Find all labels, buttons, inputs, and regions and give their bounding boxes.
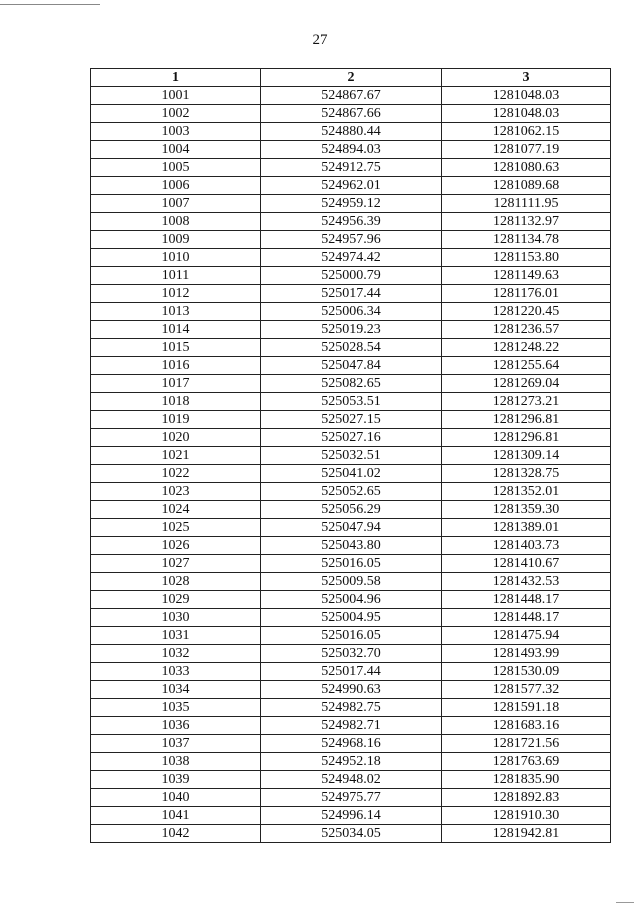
point-number-cell: 1036: [91, 717, 261, 735]
point-number-cell: 1016: [91, 357, 261, 375]
header-row: [91, 69, 611, 87]
header-col-3: 3: [442, 69, 611, 87]
y-coordinate-cell: 1281328.75: [442, 465, 611, 483]
y-coordinate-cell: 1281493.99: [442, 645, 611, 663]
table-row: [91, 213, 611, 231]
x-coordinate-cell: 524952.18: [261, 753, 442, 771]
x-coordinate-cell: 525016.05: [261, 627, 442, 645]
table-row: [91, 267, 611, 285]
point-number-cell: 1007: [91, 195, 261, 213]
x-coordinate-cell: 525047.84: [261, 357, 442, 375]
point-number-cell: 1029: [91, 591, 261, 609]
y-coordinate-cell: 1281111.95: [442, 195, 611, 213]
header-col-1: 1: [91, 69, 261, 87]
point-number-cell: 1004: [91, 141, 261, 159]
x-coordinate-cell: 525027.16: [261, 429, 442, 447]
point-number-cell: 1018: [91, 393, 261, 411]
y-coordinate-cell: 1281359.30: [442, 501, 611, 519]
x-coordinate-cell: 525019.23: [261, 321, 442, 339]
x-coordinate-cell: 525016.05: [261, 555, 442, 573]
x-coordinate-cell: 525027.15: [261, 411, 442, 429]
x-coordinate-cell: 524982.75: [261, 699, 442, 717]
y-coordinate-cell: 1281149.63: [442, 267, 611, 285]
y-coordinate-cell: 1281062.15: [442, 123, 611, 141]
y-coordinate-cell: 1281352.01: [442, 483, 611, 501]
point-number-cell: 1031: [91, 627, 261, 645]
x-coordinate-cell: 525017.44: [261, 285, 442, 303]
x-coordinate-cell: 525009.58: [261, 573, 442, 591]
x-coordinate-cell: 525006.34: [261, 303, 442, 321]
header-col-2: 2: [261, 69, 442, 87]
y-coordinate-cell: 1281269.04: [442, 375, 611, 393]
table-row: [91, 249, 611, 267]
point-number-cell: 1038: [91, 753, 261, 771]
table-row: [91, 609, 611, 627]
x-coordinate-cell: 524867.66: [261, 105, 442, 123]
x-coordinate-cell: 525043.80: [261, 537, 442, 555]
y-coordinate-cell: 1281309.14: [442, 447, 611, 465]
y-coordinate-cell: 1281763.69: [442, 753, 611, 771]
x-coordinate-cell: 525032.70: [261, 645, 442, 663]
table-row: [91, 501, 611, 519]
y-coordinate-cell: 1281577.32: [442, 681, 611, 699]
y-coordinate-cell: 1281892.83: [442, 789, 611, 807]
x-coordinate-cell: 525000.79: [261, 267, 442, 285]
table-row: [91, 627, 611, 645]
table-row: [91, 303, 611, 321]
x-coordinate-cell: 524948.02: [261, 771, 442, 789]
point-number-cell: 1006: [91, 177, 261, 195]
table-row: [91, 771, 611, 789]
x-coordinate-cell: 525028.54: [261, 339, 442, 357]
point-number-cell: 1034: [91, 681, 261, 699]
y-coordinate-cell: 1281134.78: [442, 231, 611, 249]
table-row: [91, 465, 611, 483]
point-number-cell: 1037: [91, 735, 261, 753]
x-coordinate-cell: 524990.63: [261, 681, 442, 699]
y-coordinate-cell: 1281296.81: [442, 429, 611, 447]
point-number-cell: 1023: [91, 483, 261, 501]
point-number-cell: 1012: [91, 285, 261, 303]
x-coordinate-cell: 524957.96: [261, 231, 442, 249]
y-coordinate-cell: 1281591.18: [442, 699, 611, 717]
table-row: [91, 141, 611, 159]
point-number-cell: 1005: [91, 159, 261, 177]
point-number-cell: 1035: [91, 699, 261, 717]
table-row: [91, 447, 611, 465]
table-row: [91, 411, 611, 429]
y-coordinate-cell: 1281236.57: [442, 321, 611, 339]
y-coordinate-cell: 1281942.81: [442, 825, 611, 843]
point-number-cell: 1017: [91, 375, 261, 393]
x-coordinate-cell: 525052.65: [261, 483, 442, 501]
x-coordinate-cell: 524974.42: [261, 249, 442, 267]
y-coordinate-cell: 1281683.16: [442, 717, 611, 735]
table-row: [91, 735, 611, 753]
x-coordinate-cell: 524959.12: [261, 195, 442, 213]
table-row: [91, 159, 611, 177]
table-row: [91, 123, 611, 141]
table-row: [91, 285, 611, 303]
y-coordinate-cell: 1281910.30: [442, 807, 611, 825]
y-coordinate-cell: 1281273.21: [442, 393, 611, 411]
table-row: [91, 393, 611, 411]
x-coordinate-cell: 525041.02: [261, 465, 442, 483]
table-row: [91, 591, 611, 609]
table-row: [91, 699, 611, 717]
y-coordinate-cell: 1281080.63: [442, 159, 611, 177]
x-coordinate-cell: 525004.96: [261, 591, 442, 609]
point-number-cell: 1026: [91, 537, 261, 555]
table-header: [91, 69, 611, 87]
y-coordinate-cell: 1281255.64: [442, 357, 611, 375]
table-row: [91, 573, 611, 591]
x-coordinate-cell: 524912.75: [261, 159, 442, 177]
table-body: [91, 87, 611, 843]
x-coordinate-cell: 524880.44: [261, 123, 442, 141]
table-row: [91, 825, 611, 843]
point-number-cell: 1039: [91, 771, 261, 789]
table-row: [91, 663, 611, 681]
corner-mark: [0, 4, 100, 5]
y-coordinate-cell: 1281077.19: [442, 141, 611, 159]
y-coordinate-cell: 1281153.80: [442, 249, 611, 267]
point-number-cell: 1015: [91, 339, 261, 357]
page-number: 27: [312, 32, 328, 48]
y-coordinate-cell: 1281296.81: [442, 411, 611, 429]
point-number-cell: 1027: [91, 555, 261, 573]
table-row: [91, 231, 611, 249]
y-coordinate-cell: 1281448.17: [442, 591, 611, 609]
y-coordinate-cell: 1281248.22: [442, 339, 611, 357]
y-coordinate-cell: 1281410.67: [442, 555, 611, 573]
y-coordinate-cell: 1281432.53: [442, 573, 611, 591]
y-coordinate-cell: 1281132.97: [442, 213, 611, 231]
table-row: [91, 105, 611, 123]
bottom-mark: [616, 902, 634, 903]
table-row: [91, 357, 611, 375]
x-coordinate-cell: 525017.44: [261, 663, 442, 681]
point-number-cell: 1014: [91, 321, 261, 339]
table-row: [91, 177, 611, 195]
y-coordinate-cell: 1281721.56: [442, 735, 611, 753]
table-row: [91, 339, 611, 357]
x-coordinate-cell: 524956.39: [261, 213, 442, 231]
y-coordinate-cell: 1281835.90: [442, 771, 611, 789]
y-coordinate-cell: 1281089.68: [442, 177, 611, 195]
table-row: [91, 555, 611, 573]
table-row: [91, 429, 611, 447]
table-row: [91, 519, 611, 537]
table-row: [91, 789, 611, 807]
x-coordinate-cell: 524975.77: [261, 789, 442, 807]
table-row: [91, 195, 611, 213]
point-number-cell: 1033: [91, 663, 261, 681]
point-number-cell: 1011: [91, 267, 261, 285]
x-coordinate-cell: 524962.01: [261, 177, 442, 195]
y-coordinate-cell: 1281530.09: [442, 663, 611, 681]
point-number-cell: 1010: [91, 249, 261, 267]
point-number-cell: 1042: [91, 825, 261, 843]
table-row: [91, 681, 611, 699]
x-coordinate-cell: 525056.29: [261, 501, 442, 519]
y-coordinate-cell: 1281048.03: [442, 87, 611, 105]
point-number-cell: 1032: [91, 645, 261, 663]
point-number-cell: 1021: [91, 447, 261, 465]
point-number-cell: 1019: [91, 411, 261, 429]
x-coordinate-cell: 524996.14: [261, 807, 442, 825]
y-coordinate-cell: 1281220.45: [442, 303, 611, 321]
y-coordinate-cell: 1281448.17: [442, 609, 611, 627]
point-number-cell: 1003: [91, 123, 261, 141]
point-number-cell: 1024: [91, 501, 261, 519]
x-coordinate-cell: 524968.16: [261, 735, 442, 753]
point-number-cell: 1008: [91, 213, 261, 231]
table-row: [91, 717, 611, 735]
coordinates-table: [90, 68, 611, 843]
point-number-cell: 1041: [91, 807, 261, 825]
table-row: [91, 645, 611, 663]
table-row: [91, 321, 611, 339]
y-coordinate-cell: 1281176.01: [442, 285, 611, 303]
table-row: [91, 375, 611, 393]
point-number-cell: 1030: [91, 609, 261, 627]
table-row: [91, 537, 611, 555]
point-number-cell: 1020: [91, 429, 261, 447]
x-coordinate-cell: 524894.03: [261, 141, 442, 159]
point-number-cell: 1028: [91, 573, 261, 591]
point-number-cell: 1001: [91, 87, 261, 105]
y-coordinate-cell: 1281403.73: [442, 537, 611, 555]
point-number-cell: 1025: [91, 519, 261, 537]
table-row: [91, 807, 611, 825]
x-coordinate-cell: 525082.65: [261, 375, 442, 393]
x-coordinate-cell: 525004.95: [261, 609, 442, 627]
y-coordinate-cell: 1281475.94: [442, 627, 611, 645]
x-coordinate-cell: 525034.05: [261, 825, 442, 843]
table-row: [91, 87, 611, 105]
point-number-cell: 1009: [91, 231, 261, 249]
x-coordinate-cell: 524982.71: [261, 717, 442, 735]
table-row: [91, 753, 611, 771]
x-coordinate-cell: 525047.94: [261, 519, 442, 537]
point-number-cell: 1040: [91, 789, 261, 807]
y-coordinate-cell: 1281048.03: [442, 105, 611, 123]
point-number-cell: 1013: [91, 303, 261, 321]
x-coordinate-cell: 524867.67: [261, 87, 442, 105]
table-row: [91, 483, 611, 501]
point-number-cell: 1002: [91, 105, 261, 123]
x-coordinate-cell: 525032.51: [261, 447, 442, 465]
y-coordinate-cell: 1281389.01: [442, 519, 611, 537]
point-number-cell: 1022: [91, 465, 261, 483]
x-coordinate-cell: 525053.51: [261, 393, 442, 411]
